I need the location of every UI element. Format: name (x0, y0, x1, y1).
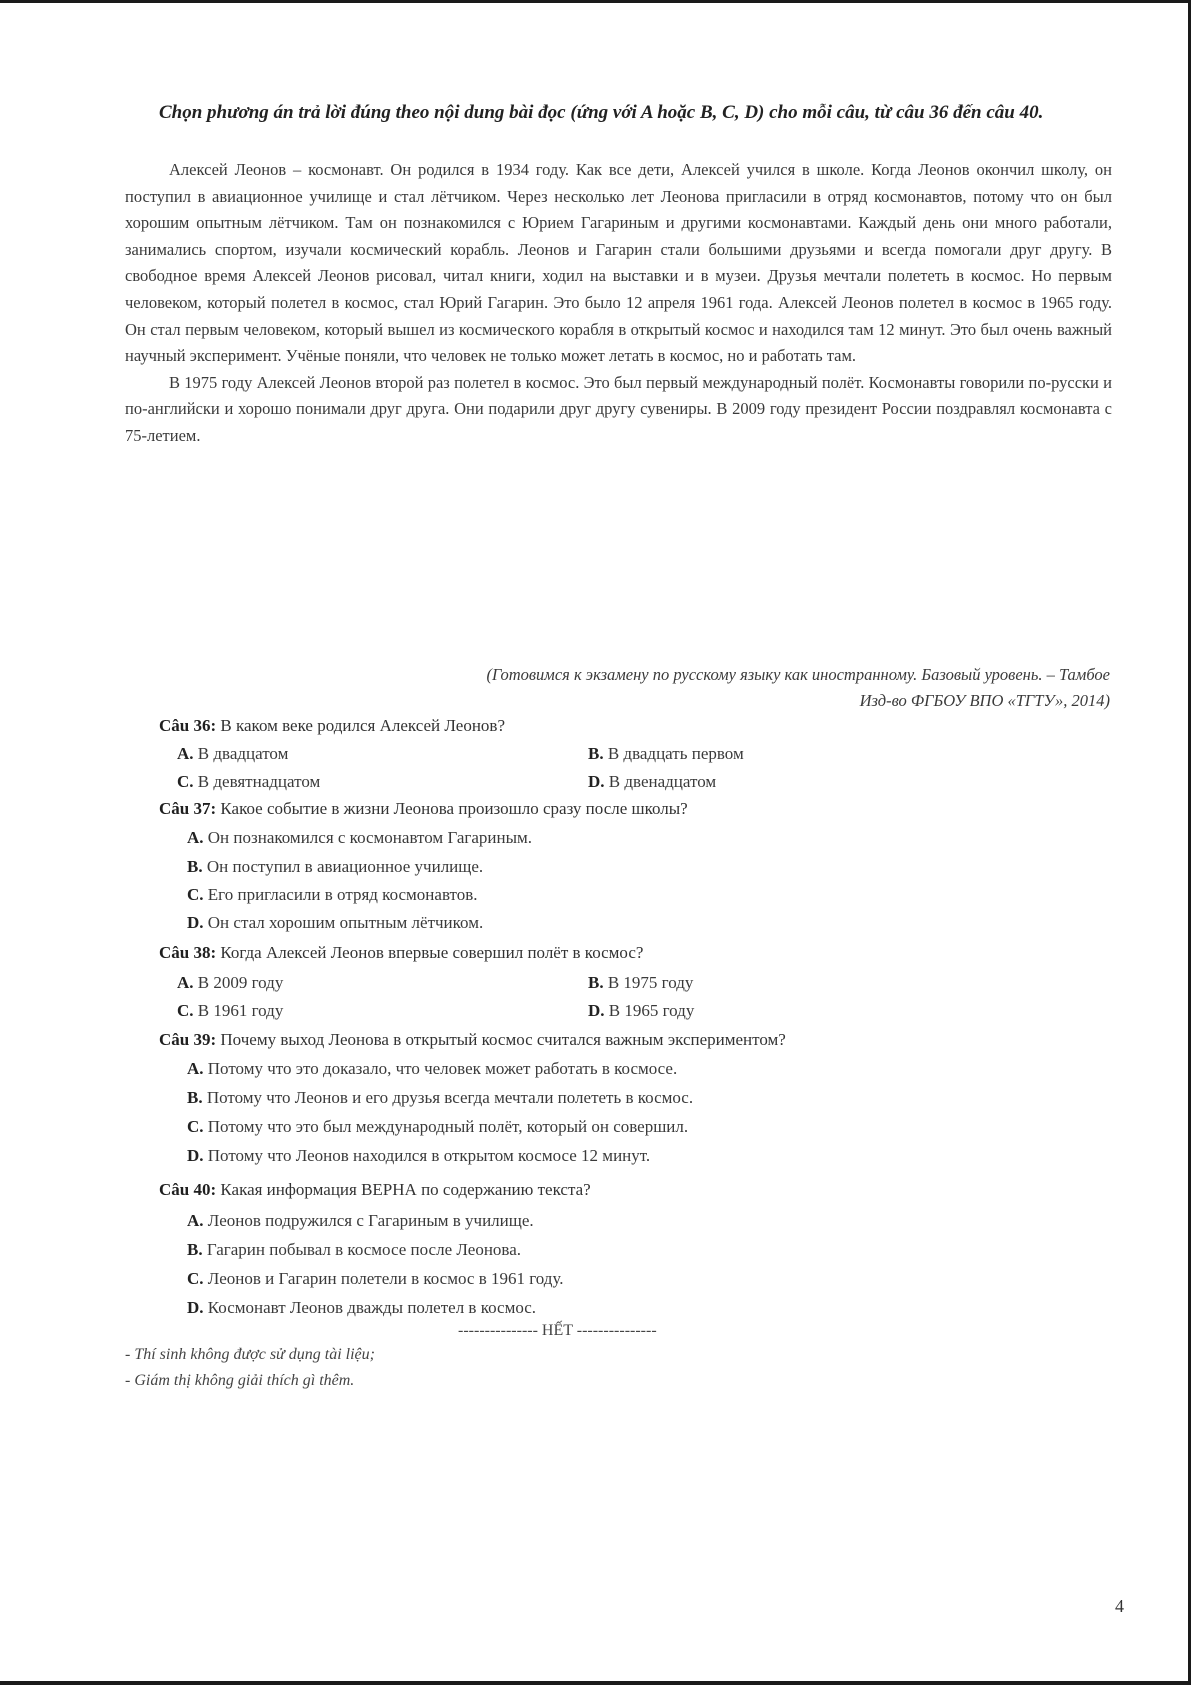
option-39-d[interactable] (187, 1144, 650, 1168)
option-text: В 2009 году (193, 973, 284, 992)
option-letter: D. (588, 1001, 605, 1020)
option-38-c[interactable] (177, 999, 283, 1023)
question-text: Почему выход Леонова в открытый космос считался важным экспериментом? (216, 1030, 786, 1049)
note-line-2: - Giám thị không giải thích gì thêm. (125, 1372, 355, 1389)
option-text: Леонов подружился с Гагариным в училище. (203, 1211, 534, 1230)
option-letter: D. (187, 1298, 204, 1317)
question-number: Câu 39: (159, 1030, 217, 1049)
option-37-b[interactable] (187, 855, 483, 879)
option-letter: A. (187, 1211, 204, 1230)
option-36-a[interactable] (177, 742, 288, 766)
option-text: Он поступил в авиационное училище. (202, 857, 484, 876)
option-36-b[interactable] (588, 742, 744, 766)
source-line-2: Изд-во ФГБОУ ВПО «ТГТУ», 2014) (859, 691, 1110, 710)
option-40-d[interactable] (187, 1296, 536, 1320)
question-36 (159, 714, 505, 738)
option-letter: B. (187, 857, 203, 876)
section-instruction: Chọn phương án trả lời đúng theo nội dung bài đọc (ứng với A hoặc B, C, D) cho mỗi câu, từ câu 36 đến câu 40. (159, 102, 1044, 123)
option-letter: D. (187, 1146, 204, 1165)
option-letter: C. (187, 1269, 204, 1288)
question-number: Câu 37: (159, 799, 217, 818)
option-37-d[interactable] (187, 911, 483, 935)
question-number: Câu 36: (159, 716, 217, 735)
question-text: Какая информация ВЕРНА по содержанию текста? (216, 1180, 591, 1199)
option-38-a[interactable] (177, 971, 283, 995)
option-letter: A. (177, 744, 194, 763)
option-letter: A. (187, 828, 204, 847)
option-text: Потому что Леонов находился в открытом космосе 12 минут. (203, 1146, 651, 1165)
reading-passage (125, 157, 1112, 450)
option-39-b[interactable] (187, 1086, 693, 1110)
option-text: Он познакомился с космонавтом Гагариным. (203, 828, 533, 847)
option-text: Леонов и Гагарин полетели в космос в 1961 году. (203, 1269, 564, 1288)
option-text: Он стал хорошим опытным лётчиком. (203, 913, 484, 932)
question-37 (159, 797, 688, 821)
option-letter: C. (177, 772, 194, 791)
question-text: В каком веке родился Алексей Леонов? (216, 716, 505, 735)
option-letter: B. (588, 973, 604, 992)
option-text: В двадцать первом (603, 744, 744, 763)
option-letter: C. (177, 1001, 194, 1020)
question-39 (159, 1028, 786, 1052)
option-letter: A. (177, 973, 194, 992)
option-letter: C. (187, 1117, 204, 1136)
option-40-b[interactable] (187, 1238, 521, 1262)
option-text: В 1975 году (603, 973, 694, 992)
question-text: Когда Алексей Леонов впервые совершил полёт в космос? (216, 943, 644, 962)
passage-source (125, 662, 1110, 714)
option-36-c[interactable] (177, 770, 320, 794)
option-letter: D. (187, 913, 204, 932)
question-text: Какое событие в жизни Леонова произошло сразу после школы? (216, 799, 688, 818)
option-text: В 1965 году (604, 1001, 695, 1020)
note-line-1: - Thí sinh không được sử dụng tài liệu; (125, 1346, 375, 1363)
option-text: В двадцатом (193, 744, 289, 763)
scan-border-bottom (0, 1681, 1191, 1685)
option-38-b[interactable] (588, 971, 693, 995)
option-text: Потому что Леонов и его друзья всегда мечтали полететь в космос. (202, 1088, 694, 1107)
option-letter: C. (187, 885, 204, 904)
passage-paragraph-2: В 1975 году Алексей Леонов второй раз полетел в космос. Это был первый международный полёт. Космонавты говорили по-русски и по-английски и хорошо понимали друг друга. Они подарили друг другу сувениры. В 2009 году президент России поздравлял космонавта с 75-летием. (125, 372, 1112, 445)
question-40 (159, 1178, 591, 1202)
question-38 (159, 941, 643, 965)
end-marker: --------------- HẾT --------------- (458, 1322, 657, 1339)
option-text: В 1961 году (193, 1001, 284, 1020)
option-40-c[interactable] (187, 1267, 564, 1291)
question-number: Câu 38: (159, 943, 217, 962)
option-38-d[interactable] (588, 999, 694, 1023)
option-39-a[interactable] (187, 1057, 677, 1081)
option-text: Его пригласили в отряд космонавтов. (203, 885, 478, 904)
option-text: Гагарин побывал в космосе после Леонова. (202, 1240, 522, 1259)
option-37-a[interactable] (187, 826, 532, 850)
option-text: Космонавт Леонов дважды полетел в космос. (203, 1298, 537, 1317)
scan-border-top (0, 0, 1191, 3)
option-letter: B. (187, 1240, 203, 1259)
option-text: В двенадцатом (604, 772, 717, 791)
question-number: Câu 40: (159, 1180, 217, 1199)
option-text: Потому что это был международный полёт, который он совершил. (203, 1117, 689, 1136)
source-line-1: (Готовимся к экзамену по русскому языку как иностранному. Базовый уровень. – Тамбое (486, 665, 1110, 684)
option-40-a[interactable] (187, 1209, 534, 1233)
option-text: Потому что это доказало, что человек может работать в космосе. (203, 1059, 678, 1078)
option-letter: A. (187, 1059, 204, 1078)
option-37-c[interactable] (187, 883, 478, 907)
option-letter: B. (588, 744, 604, 763)
option-36-d[interactable] (588, 770, 716, 794)
option-letter: D. (588, 772, 605, 791)
option-39-c[interactable] (187, 1115, 688, 1139)
passage-paragraph-1: Алексей Леонов – космонавт. Он родился в 1934 году. Как все дети, Алексей учился в школе. Когда Леонов окончил школу, он поступил в авиационное училище и стал лётчиком. Через несколько лет Леонова пригласили в отряд космонавтов, потому что он был хорошим опытным лётчиком. Там он познакомился с Юрием Гагариным и другими космонавтами. Каждый день они много работали, занимались спортом, изучали космический корабль. Леонов и Гагарин стали большими друзьями и всегда помогали друг другу. В свободное время Алексей Леонов рисовал, читал книги, ходил на выставки и в музеи. Друзья мечтали полететь в космос. Но первым человеком, который полетел в космос, стал Юрий Гагарин. Это было 12 апреля 1961 года. Алексей Леонов полетел в космос в 1965 году. Он стал первым человеком, который вышел из космического корабля в открытый космос и находился там 12 минут. Это был очень важный научный эксперимент. Учёные поняли, что человек не только может летать в космос, но и работать там. (125, 160, 1112, 366)
page-number: 4 (1115, 1596, 1124, 1616)
option-letter: B. (187, 1088, 203, 1107)
option-text: В девятнадцатом (193, 772, 321, 791)
